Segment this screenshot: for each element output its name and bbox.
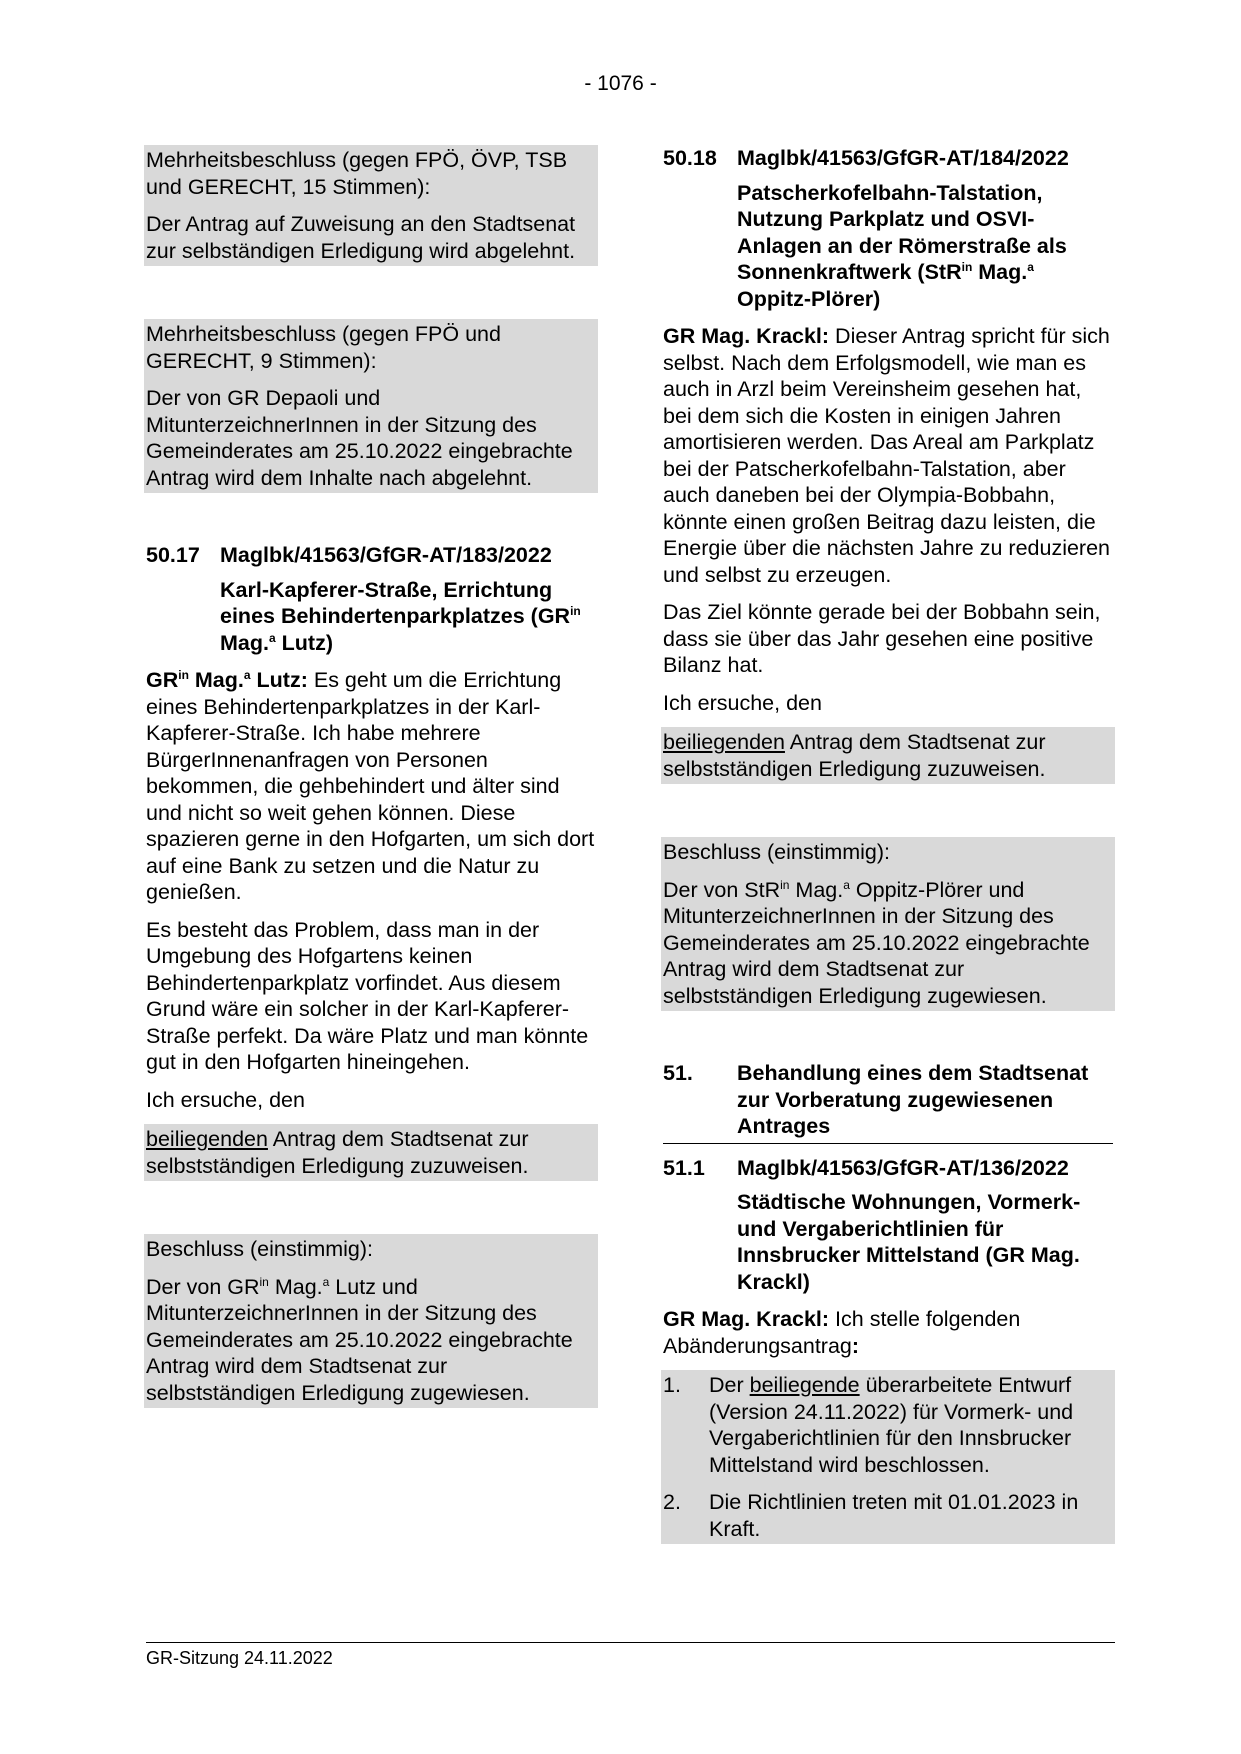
list-item: 2. Die Richtlinien treten mit 01.01.2023 in Kraft. bbox=[663, 1490, 1079, 1541]
item-subject: Karl-Kapferer-Straße, Errichtung eines Behindertenparkplatzes ($GR^{in}$ Mag.$^a$ Lutz) bbox=[220, 577, 581, 655]
section-heading bbox=[663, 1060, 1113, 1144]
item-reference: Maglbk/41563/GfGR-AT/184/2022 bbox=[737, 146, 1069, 170]
decision-box bbox=[144, 145, 598, 266]
item-reference: Maglbk/41563/GfGR-AT/136/2022 bbox=[737, 1155, 1069, 1180]
item-number: 51.1 bbox=[663, 1155, 705, 1180]
item-heading bbox=[146, 542, 596, 569]
motion-box: beiliegenden Antrag dem Stadtsenat zur selbstständigen Erledigung zuzuweisen. bbox=[661, 727, 1115, 784]
speaker-name: $GR^{in}$ Mag.$^a$ Lutz: bbox=[146, 667, 308, 692]
speaker-name: GR Mag. Krackl: bbox=[663, 324, 830, 348]
decision-box bbox=[144, 319, 598, 493]
left-column bbox=[146, 145, 596, 1408]
footer-divider bbox=[146, 1642, 1115, 1643]
decision-title: Beschluss (einstimmig): bbox=[146, 1237, 373, 1261]
decision-text: Der Antrag auf Zuweisung an den Stadtsenat zur selbständigen Erledigung wird abgelehnt. bbox=[146, 212, 576, 263]
speech-paragraph: GR Mag. Krackl: Ich stelle folgenden Abänderungsantrag: bbox=[663, 1307, 1021, 1358]
section-title: Behandlung eines dem Stadtsenat zur Vorberatung zugewiesenen Antrages bbox=[737, 1061, 1089, 1138]
speech-paragraph: Das Ziel könnte gerade bei der Bobbahn sein, dass sie über das Jahr gesehen eine positive Bilanz hat. bbox=[663, 600, 1101, 677]
decision-text: Der von $GR^{in}$ Mag.$^a$ Lutz und MitunterzeichnerInnen in der Sitzung des Gemeinderates am 25.10.2022 eingebrachte Antrag wird dem Stadtsenat zur selbstständigen Erledigung zugewiesen. bbox=[146, 1274, 573, 1405]
page-number: - 1076 - bbox=[584, 72, 657, 95]
decision-box bbox=[661, 837, 1115, 1011]
decision-text: Der von GR Depaoli und MitunterzeichnerInnen in der Sitzung des Gemeinderates am 25.10.2022 eingebrachte Antrag wird dem Inhalte nach abgelehnt. bbox=[146, 386, 573, 490]
item-heading bbox=[663, 145, 1113, 172]
decision-title: Mehrheitsbeschluss (gegen FPÖ, ÖVP, TSB und GERECHT, 15 Stimmen): bbox=[146, 148, 568, 199]
request-text: Ich ersuche, den bbox=[663, 690, 822, 715]
decision-box bbox=[144, 1234, 598, 1408]
decision-text: Der von StR$^{in}$ Mag.$^a$ Oppitz-Plörer und MitunterzeichnerInnen in der Sitzung des Gemeinderates am 25.10.2022 eingebrachte Antrag wird dem Stadtsenat zur selbstständigen Erledigung zugewiesen. bbox=[663, 877, 1090, 1008]
speech-paragraph: GR Mag. Krackl: Dieser Antrag spricht für sich selbst. Nach dem Erfolgsmodell, wie man es auch in Arzl beim Vereinsheim gesehen hat, bei dem sich die Kosten in einigen Jahren amortisieren werden. Das Areal am Parkplatz bei der Patscherkofelbahn-Talstation, aber auch daneben bei der Olympia-Bobbahn, könnte einen großen Beitrag dazu leisten, die Energie über die nächsten Jahre zu reduzieren und selbst zu erzeugen. bbox=[663, 324, 1111, 587]
amendment-list bbox=[661, 1370, 1115, 1544]
item-subject: Städtische Wohnungen, Vormerk- und Vergaberichtlinien für Innsbrucker Mittelstand (GR Mag. Krackl) bbox=[737, 1190, 1081, 1294]
item-heading bbox=[663, 1155, 1113, 1182]
footer-text: GR-Sitzung 24.11.2022 bbox=[146, 1648, 333, 1668]
section-number: 51. bbox=[663, 1061, 693, 1085]
item-reference: Maglbk/41563/GfGR-AT/183/2022 bbox=[220, 543, 552, 567]
list-item: 1. Der beiliegende überarbeitete Entwurf (Version 24.11.2022) für Vormerk- und Vergaberichtlinien für den Innsbrucker Mittelstand wird beschlossen. bbox=[663, 1373, 1074, 1477]
right-column bbox=[663, 145, 1113, 1544]
decision-title: Beschluss (einstimmig): bbox=[663, 840, 890, 864]
motion-box: beiliegenden Antrag dem Stadtsenat zur selbstständigen Erledigung zuzuweisen. bbox=[144, 1124, 598, 1181]
request-text: Ich ersuche, den bbox=[146, 1087, 305, 1112]
item-subject: Patscherkofelbahn-Talstation, Nutzung Parkplatz und OSVI-Anlagen an der Römerstraße als Sonnenkraftwerk (StR$^{in}$ Mag.$^a$ Oppitz-Plörer) bbox=[737, 180, 1067, 311]
speaker-name: GR Mag. Krackl: bbox=[663, 1307, 830, 1331]
item-number: 50.17 bbox=[146, 543, 200, 567]
speech-paragraph: $GR^{in}$ Mag.$^a$ Lutz: Es geht um die Errichtung eines Behindertenparkplatzes in der Karl-Kapferer-Straße. Ich habe mehrere BürgerInnenanfragen von Personen bekommen, die gehbehindert und älter sind und nicht so weit gehen können. Diese spazieren gerne in den Hofgarten, um sich dort auf eine Bank zu setzen und die Natur zu genießen. bbox=[146, 667, 595, 904]
speech-paragraph: Es besteht das Problem, dass man in der Umgebung des Hofgartens keinen Behindertenparkplatz vorfindet. Aus diesem Grund wäre ein solcher in der Karl-Kapferer-Straße perfekt. Da wäre Platz und man könnte gut in den Hofgarten hineingehen. bbox=[146, 917, 589, 1074]
item-number: 50.18 bbox=[663, 146, 717, 170]
decision-title: Mehrheitsbeschluss (gegen FPÖ und GERECHT, 9 Stimmen): bbox=[146, 322, 501, 373]
